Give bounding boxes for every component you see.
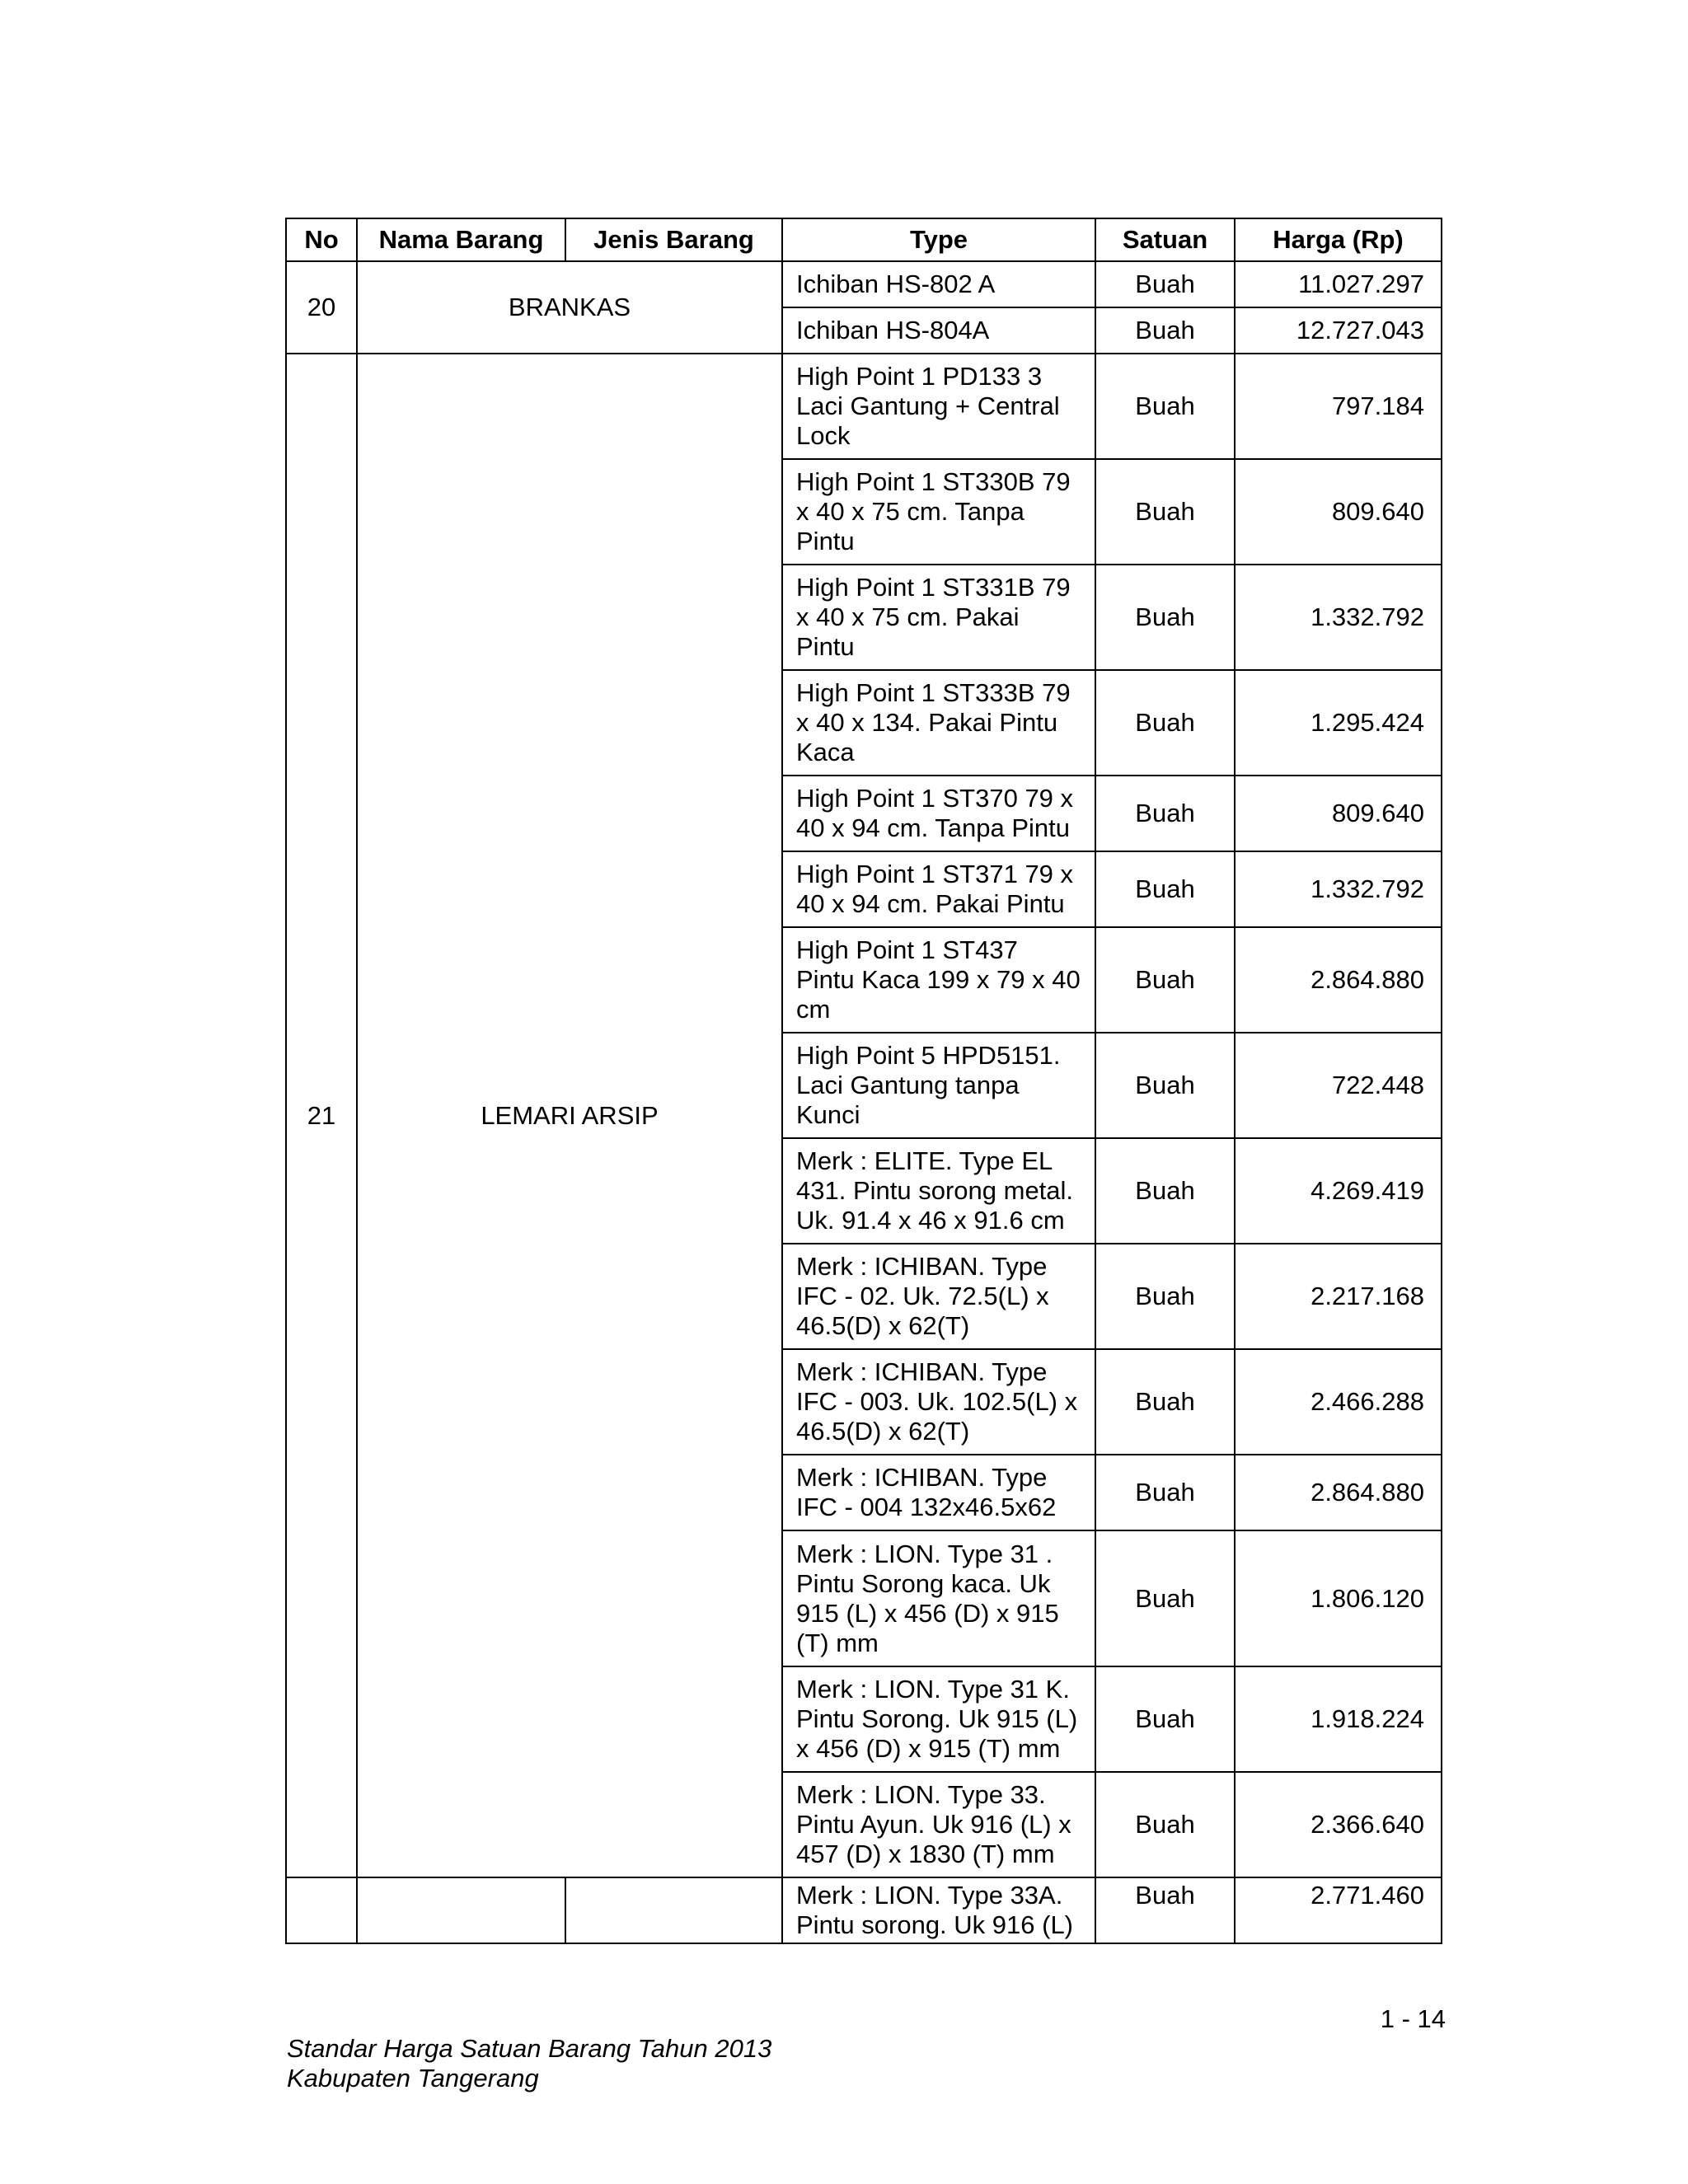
item-type: High Point 5 HPD5151. Laci Gantung tanpa Kunci [782,1033,1095,1138]
item-type: Merk : ICHIBAN. Type IFC - 02. Uk. 72.5(L) x 46.5(D) x 62(T) [782,1244,1095,1349]
item-price: 1.295.424 [1235,670,1442,776]
item-type: High Point 1 ST371 79 x 40 x 94 cm. Pakai Pintu [782,851,1095,927]
item-price: 1.332.792 [1235,565,1442,670]
item-type: High Point 1 ST331B 79 x 40 x 75 cm. Pakai Pintu [782,565,1095,670]
item-unit: Buah [1095,261,1235,307]
item-type: Ichiban HS-802 A [782,261,1095,307]
item-unit: Buah [1095,1666,1235,1772]
price-table [285,218,1442,1944]
header-no: No [286,218,357,261]
item-unit: Buah [1095,565,1235,670]
item-type: High Point 1 ST437 Pintu Kaca 199 x 79 x 40 cm [782,927,1095,1033]
header-jenis-barang: Jenis Barang [565,218,782,261]
footer-region: Kabupaten Tangerang [287,2064,539,2093]
group-number: 21 [286,354,357,1877]
item-type: Merk : LION. Type 31 . Pintu Sorong kaca. Uk 915 (L) x 456 (D) x 915 (T) mm [782,1530,1095,1666]
table-row-continued [286,1877,1442,1943]
continued-nama [357,1877,565,1943]
item-price: 722.448 [1235,1033,1442,1138]
item-price: 4.269.419 [1235,1138,1442,1244]
table-header-row [286,218,1442,261]
item-unit: Buah [1095,851,1235,927]
header-satuan: Satuan [1095,218,1235,261]
item-unit: Buah [1095,1877,1235,1943]
item-unit: Buah [1095,1455,1235,1530]
continued-jenis [565,1877,782,1943]
item-type: Merk : ELITE. Type EL 431. Pintu sorong metal. Uk. 91.4 x 46 x 91.6 cm [782,1138,1095,1244]
item-price: 1.332.792 [1235,851,1442,927]
item-price: 12.727.043 [1235,307,1442,354]
item-unit: Buah [1095,670,1235,776]
footer-title: Standar Harga Satuan Barang Tahun 2013 [287,2034,772,2063]
table-body [286,261,1442,1943]
item-price: 1.806.120 [1235,1530,1442,1666]
item-unit: Buah [1095,354,1235,459]
item-price: 1.918.224 [1235,1666,1442,1772]
continued-no [286,1877,357,1943]
item-type: Merk : ICHIBAN. Type IFC - 004 132x46.5x62 [782,1455,1095,1530]
item-type: Ichiban HS-804A [782,307,1095,354]
item-price: 2.366.640 [1235,1772,1442,1877]
item-unit: Buah [1095,776,1235,851]
item-type: High Point 1 ST333B 79 x 40 x 134. Pakai Pintu Kaca [782,670,1095,776]
item-type: Merk : LION. Type 33. Pintu Ayun. Uk 916 (L) x 457 (D) x 1830 (T) mm [782,1772,1095,1877]
header-nama-barang: Nama Barang [357,218,565,261]
item-price: 809.640 [1235,459,1442,565]
item-price: 797.184 [1235,354,1442,459]
item-price: 2.864.880 [1235,927,1442,1033]
item-price: 11.027.297 [1235,261,1442,307]
item-type: Merk : LION. Type 31 K. Pintu Sorong. Uk 915 (L) x 456 (D) x 915 (T) mm [782,1666,1095,1772]
item-unit: Buah [1095,927,1235,1033]
item-price: 2.771.460 [1235,1877,1442,1943]
item-unit: Buah [1095,307,1235,354]
item-type: High Point 1 PD133 3 Laci Gantung + Central Lock [782,354,1095,459]
footer [287,2034,771,2093]
header-harga: Harga (Rp) [1235,218,1442,261]
item-unit: Buah [1095,459,1235,565]
page-number: 1 - 14 [1380,2004,1446,2033]
item-unit: Buah [1095,1530,1235,1666]
item-price: 2.466.288 [1235,1349,1442,1455]
item-type: Merk : LION. Type 33A. Pintu sorong. Uk 916 (L) [782,1877,1095,1943]
item-unit: Buah [1095,1772,1235,1877]
group-number: 20 [286,261,357,354]
item-price: 809.640 [1235,776,1442,851]
item-unit: Buah [1095,1349,1235,1455]
item-unit: Buah [1095,1138,1235,1244]
table-row [286,354,1442,459]
group-name: LEMARI ARSIP [357,354,782,1877]
item-price: 2.217.168 [1235,1244,1442,1349]
item-unit: Buah [1095,1033,1235,1138]
header-type: Type [782,218,1095,261]
item-type: Merk : ICHIBAN. Type IFC - 003. Uk. 102.5(L) x 46.5(D) x 62(T) [782,1349,1095,1455]
item-price: 2.864.880 [1235,1455,1442,1530]
item-unit: Buah [1095,1244,1235,1349]
table-row [286,261,1442,307]
group-name: BRANKAS [357,261,782,354]
item-type: High Point 1 ST330B 79 x 40 x 75 cm. Tanpa Pintu [782,459,1095,565]
item-type: High Point 1 ST370 79 x 40 x 94 cm. Tanpa Pintu [782,776,1095,851]
